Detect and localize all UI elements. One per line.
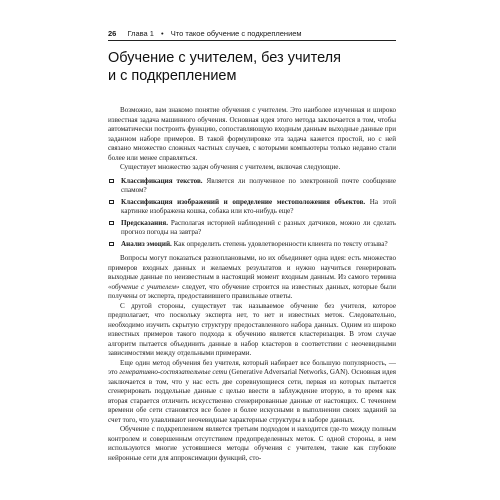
list-item-term: Классификация текстов.: [121, 176, 203, 185]
section-label: Что такое обучение с подкреплением: [170, 29, 302, 38]
list-item-text: Как определить степень удовлетворенности клиента по тексту отзыва?: [171, 239, 388, 248]
list-item-text: Располагая историей наблюдений с разных датчиков, можно ли сделать прогноз погоды на завтра?: [121, 218, 396, 236]
list-item: [108, 219, 396, 238]
paragraph-5-start: Еще один метод обучения без учителя, который набирает все большую популярность, — это: [108, 358, 396, 376]
list-item-term: Предсказания.: [121, 218, 168, 227]
paragraph-6: Обучение с подкреплением является третьим подходом и находится где-то между полным контролем и совершенным отсутствием предопределенных меток. С одной стороны, в нем используются многие устоявшиеся методы обучения с учителем, такие как глубокие нейронные сети для аппроксимации функций, сто-: [108, 425, 396, 462]
task-list: [108, 177, 396, 250]
paragraph-5-emphasis: генеративно-состязательные сети: [119, 368, 228, 376]
list-item: [108, 240, 396, 250]
list-item: [108, 198, 396, 217]
list-item: [108, 177, 396, 196]
list-item-text: Является ли полученное по электронной почте сообщение спамом?: [121, 176, 397, 194]
page-number: 26: [108, 29, 117, 38]
paragraph-5: [108, 359, 396, 426]
paragraph-4: С другой стороны, существует так называемое обучение без учителя, которое предполагает, что поскольку эксперта нет, то нет и известных меток. Следовательно, необходимо изучить скрытую структуру предоставленного набора данных. Одним из широко известных примеров такого подхода к обучению является кластеризация. В этом случае алгоритм пытается объединить данные в набор кластеров в соответствии с неочевидными зависимостями между отдельными примерами.: [108, 301, 396, 357]
checkbox-bullet-icon: [109, 242, 114, 247]
section-heading: [108, 50, 398, 85]
list-item-text: На этой картинке изображена кошка, собака или кто-нибудь еще?: [121, 197, 397, 215]
paragraph-3-start: Вопросы могут показаться разноплановыми, но их объединяет одна идея: есть множество примеров входных данных и желаемых результатов и нужно научиться генерировать выходные данные по неизвестным в настоящий момент входным данным. Из самого термина: [108, 254, 396, 281]
paragraph-3: [108, 254, 396, 302]
heading-line-1: Обучение с учителем, без учителя: [108, 50, 341, 66]
paragraph-3-end: следует, что обучение строится на известных данных, которые были получены от эксперта, предоставившего правильные ответы.: [108, 282, 397, 300]
checkbox-bullet-icon: [109, 179, 114, 184]
list-item-term: Классификация изображений и определение местоположения объектов.: [121, 197, 366, 206]
heading-line-2: и с подкреплением: [108, 67, 237, 84]
paragraph-5-end: (Generative Adversarial Networks, GAN). Основная идея заключается в том, что у нас есть две соревнующиеся сети, первая из которых пытается сгенерировать поддельные данные с целью ввести в заблуждение вторую, в то время как вторая старается отличить искусственно сгенерированные данные от настоящих. С течением времени обе сети становятся все более и более искусными в выполнении своих заданий за счет того, что улавливают неочевидные характерные структуры в наборе данных.: [108, 368, 396, 424]
list-item-term: Анализ эмоций.: [121, 239, 172, 248]
running-header: [108, 28, 396, 41]
checkbox-bullet-icon: [109, 200, 114, 205]
paragraph-3-emphasis: «обучение с учителем»: [108, 282, 180, 291]
header-separator: •: [161, 29, 164, 38]
paragraph-2: Существует множество задач обучения с учителем, включая следующие.: [120, 163, 341, 171]
checkbox-bullet-icon: [109, 221, 114, 226]
body-text: [108, 106, 396, 463]
paragraph-1: Возможно, вам знакомо понятие обучения с учителем. Это наиболее изученная и широко известная задача машинного обучения. Основная идея этого метода заключается в том, чтобы автоматически построить функцию, сопоставляющую входным данным выходные данные при заданном наборе примеров. В такой формулировке эта задача кажется простой, но с ней связано множество сложных частных случаев, с которыми компьютеры только недавно стали более или менее справляться.: [108, 106, 396, 162]
chapter-label: Глава 1: [127, 29, 154, 38]
